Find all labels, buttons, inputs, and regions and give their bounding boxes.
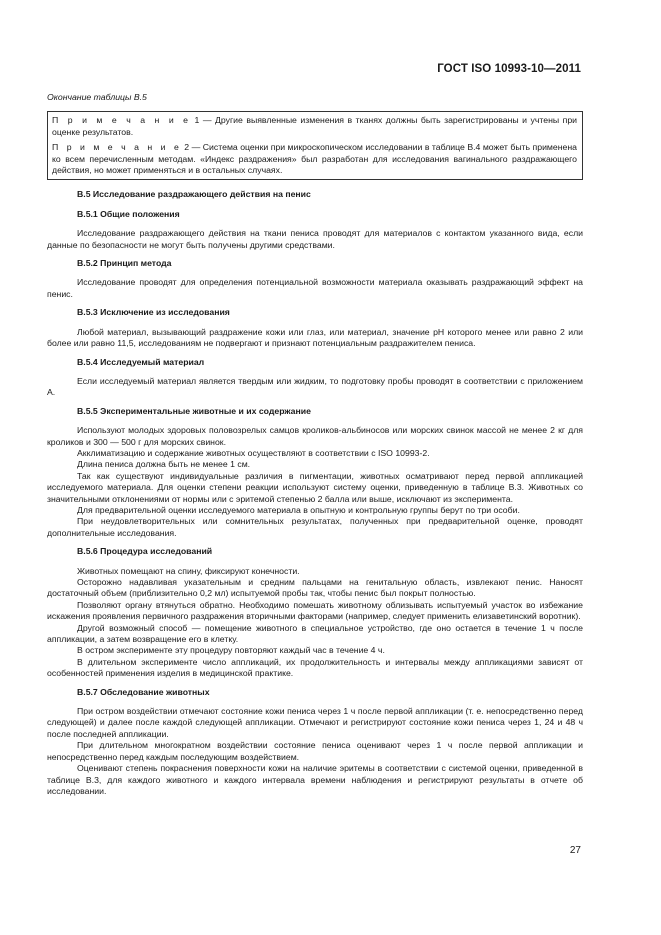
paragraph: Акклиматизацию и содержание животных осуществляют в соответствии с ISO 10993-2. — [77, 447, 430, 458]
section-heading: В.5 Исследование раздражающего действия на пенис — [77, 189, 311, 200]
section-heading: В.5.7 Обследование животных — [77, 686, 210, 697]
paragraph: Так как существуют индивидуальные различия в пигментации, животных осматривают перед первой аппликацией исследуемого материала. Для оценки степени реакции используют систему оценки, приведенную в таблице В.3. Животных со значительными отклонениями от нормы или с эритемой степенью 2 балла или выше, исключают из эксперимента. — [47, 470, 583, 504]
paragraph: Животных помещают на спину, фиксируют конечности. — [77, 565, 300, 576]
paragraph: Осторожно надавливая указательным и средним пальцами на генитальную область, извлекают пенис. Наносят достаточный объем (приблизительно 0,2 мл) испытуемой пробы так, чтобы пенис был покрыт полностью. — [47, 577, 583, 599]
paragraph: При остром воздействии отмечают состояние кожи пениса через 1 ч после первой аппликации (т. е. непосредственно перед следующей) и далее после каждой следующей аппликации. Отмечают и регистрируют состояние кожи пениса через 1, 24 и 48 ч после последней аппликации. — [47, 706, 583, 739]
paragraph: Используют молодых здоровых половозрелых самцов кроликов-альбиносов или морских свинок массой не менее 2 кг для кроликов и 300 — 500 г для морских свинок. — [47, 425, 583, 447]
standard-header: ГОСТ ISO 10993-10—2011 — [437, 63, 581, 75]
paragraph: Если исследуемый материал является твердым или жидким, то подготовку пробы проводят в соответствии с приложением А. — [47, 375, 583, 398]
section-heading: В.5.1 Общие положения — [77, 208, 180, 219]
paragraph: В длительном эксперименте число аппликаций, их продолжительность и интервалы между аппликациями зависят от особенностей применения изделия в медицинской практике. — [47, 656, 583, 679]
paragraph: Любой материал, вызывающий раздражение кожи или глаз, или материал, значение pH которого менее или равно 2 или более или равно 11,5, исследованиям не подвергают и признают потенциальным раздражителем пениса. — [47, 326, 583, 349]
section-heading: В.5.6 Процедура исследований — [77, 546, 213, 557]
paragraph: Оценивают степень покраснения поверхности кожи на наличие эритемы в соответствии с системой оценки, приведенной в таблице В.3, для каждого животного и каждого интервала времени наблюдения и регистрируют результаты в отчете об исследовании. — [47, 763, 583, 796]
table-caption: Окончание таблицы В.5 — [47, 92, 147, 102]
paragraph: Позволяют органу втянуться обратно. Необходимо помешать животному облизывать испытуемый участок во избежание искажения проявления первичного раздражения вторичными факторами (например, следует применить елизаветинский воротник). — [47, 599, 583, 622]
paragraph: Другой возможный способ — помещение животного в специальное устройство, где оно остается в течение 1 ч после аппликации, а затем возвращение его в клетку. — [47, 622, 583, 645]
section-heading: В.5.2 Принцип метода — [77, 258, 172, 269]
section-heading: В.5.4 Исследуемый материал — [77, 356, 205, 367]
notes-box — [47, 111, 583, 180]
section-heading: В.5.3 Исключение из исследования — [77, 307, 230, 318]
paragraph: Длина пениса должна быть не менее 1 см. — [77, 459, 251, 470]
paragraph: Для предварительной оценки исследуемого материала в опытную и контрольную группы берут по три особи. — [77, 504, 520, 515]
paragraph: Исследование раздражающего действия на ткани пениса проводят для материалов с контактом указанного вида, если данные по безопасности не могут быть получены другими средствами. — [47, 228, 583, 250]
paragraph: В остром эксперименте эту процедуру повторяют каждый час в течение 4 ч. — [77, 645, 385, 656]
paragraph: При длительном многократном воздействии состояние пениса оценивают через 1 ч после первой аппликации и непосредственно перед каждым последующим воздействием. — [47, 740, 583, 762]
section-heading: В.5.5 Экспериментальные животные и их содержание — [77, 405, 311, 416]
page-content — [47, 92, 583, 797]
paragraph: Исследование проводят для определения потенциальной возможности материала оказывать раздражающий эффект на пенис. — [47, 277, 583, 299]
note-1: П р и м е ч а н и е 1 — Другие выявленные изменения в тканях должны быть зарегистрированы и учтены при оценке результатов. — [52, 115, 578, 137]
note-2: П р и м е ч а н и е 2 — Система оценки при микроскопическом исследовании в таблице В.4 может быть применена ко всем перечисленным методам. «Индекс раздражения» был разработан для исследования вагинального раздражающего действия, но может применяться и в остальных случаях. — [52, 142, 577, 176]
page-number: 27 — [569, 845, 581, 856]
paragraph: При неудовлетворительных или сомнительных результатах, полученных при предварительной оценке, проводят дополнительные исследования. — [47, 516, 583, 538]
